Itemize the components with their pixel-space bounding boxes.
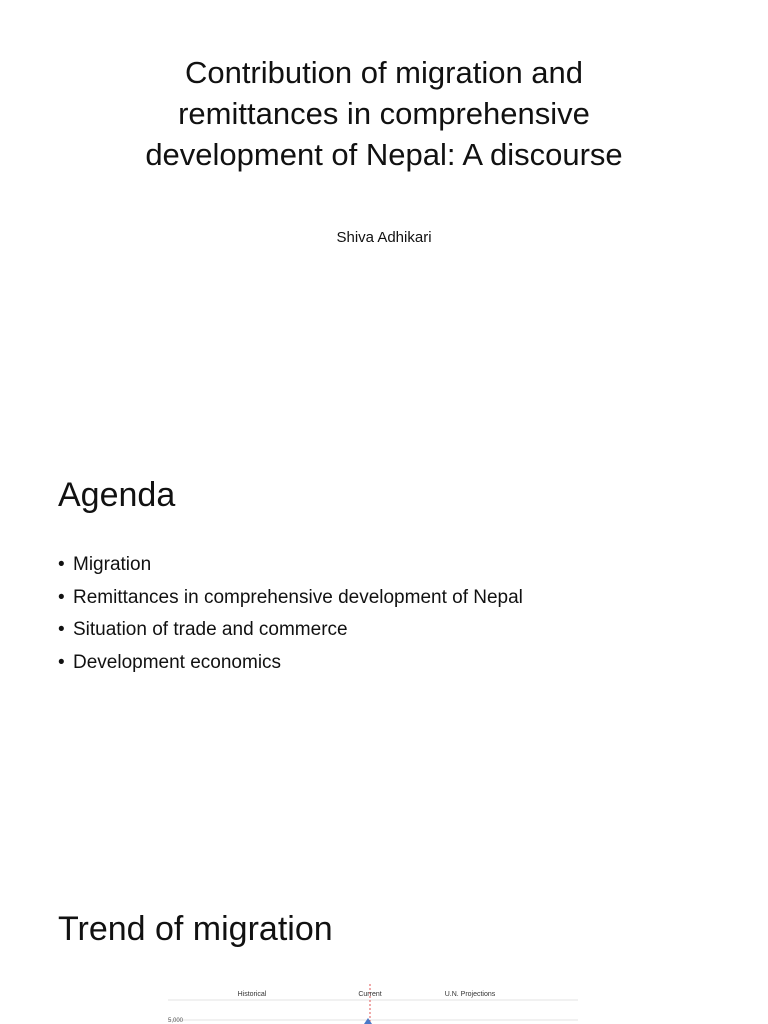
- chart-data-peak: [364, 1018, 372, 1024]
- agenda-item: [58, 647, 718, 680]
- chart-section-label-current: Current: [358, 991, 382, 998]
- bullet-icon: •: [58, 619, 65, 640]
- title-line-1: Contribution of migration and: [184, 55, 584, 90]
- title-slide: [0, 0, 768, 432]
- agenda-item-label: Development economics: [73, 651, 282, 673]
- agenda-list: [58, 549, 718, 679]
- chart-y-tick-label: 5,000: [168, 1018, 184, 1024]
- trend-slide: [0, 864, 768, 1024]
- bullet-icon: •: [58, 586, 65, 608]
- chart-section-label-historical: Historical: [237, 991, 267, 998]
- agenda-item: [58, 614, 718, 647]
- agenda-item-label: Migration: [73, 554, 152, 575]
- agenda-item: [58, 549, 718, 582]
- title-line-3: development of Nepal: A discourse: [145, 137, 623, 172]
- bullet-icon: •: [58, 554, 65, 575]
- title-line-2: remittances in comprehensive: [178, 96, 590, 131]
- agenda-slide: [0, 432, 768, 864]
- agenda-item-label: Remittances in comprehensive development of Nepal: [73, 586, 523, 608]
- trend-heading: Trend of migration: [58, 910, 333, 948]
- agenda-item: [58, 582, 718, 615]
- bullet-icon: •: [58, 651, 65, 673]
- migration-chart-svg: [152, 980, 580, 1024]
- chart-section-label-projections: U.N. Projections: [444, 991, 496, 998]
- agenda-heading: Agenda: [58, 476, 176, 514]
- author-name: Shiva Adhikari: [336, 229, 432, 246]
- presentation-title: [84, 52, 684, 175]
- migration-chart: [152, 980, 580, 1024]
- agenda-item-label: Situation of trade and commerce: [73, 619, 348, 640]
